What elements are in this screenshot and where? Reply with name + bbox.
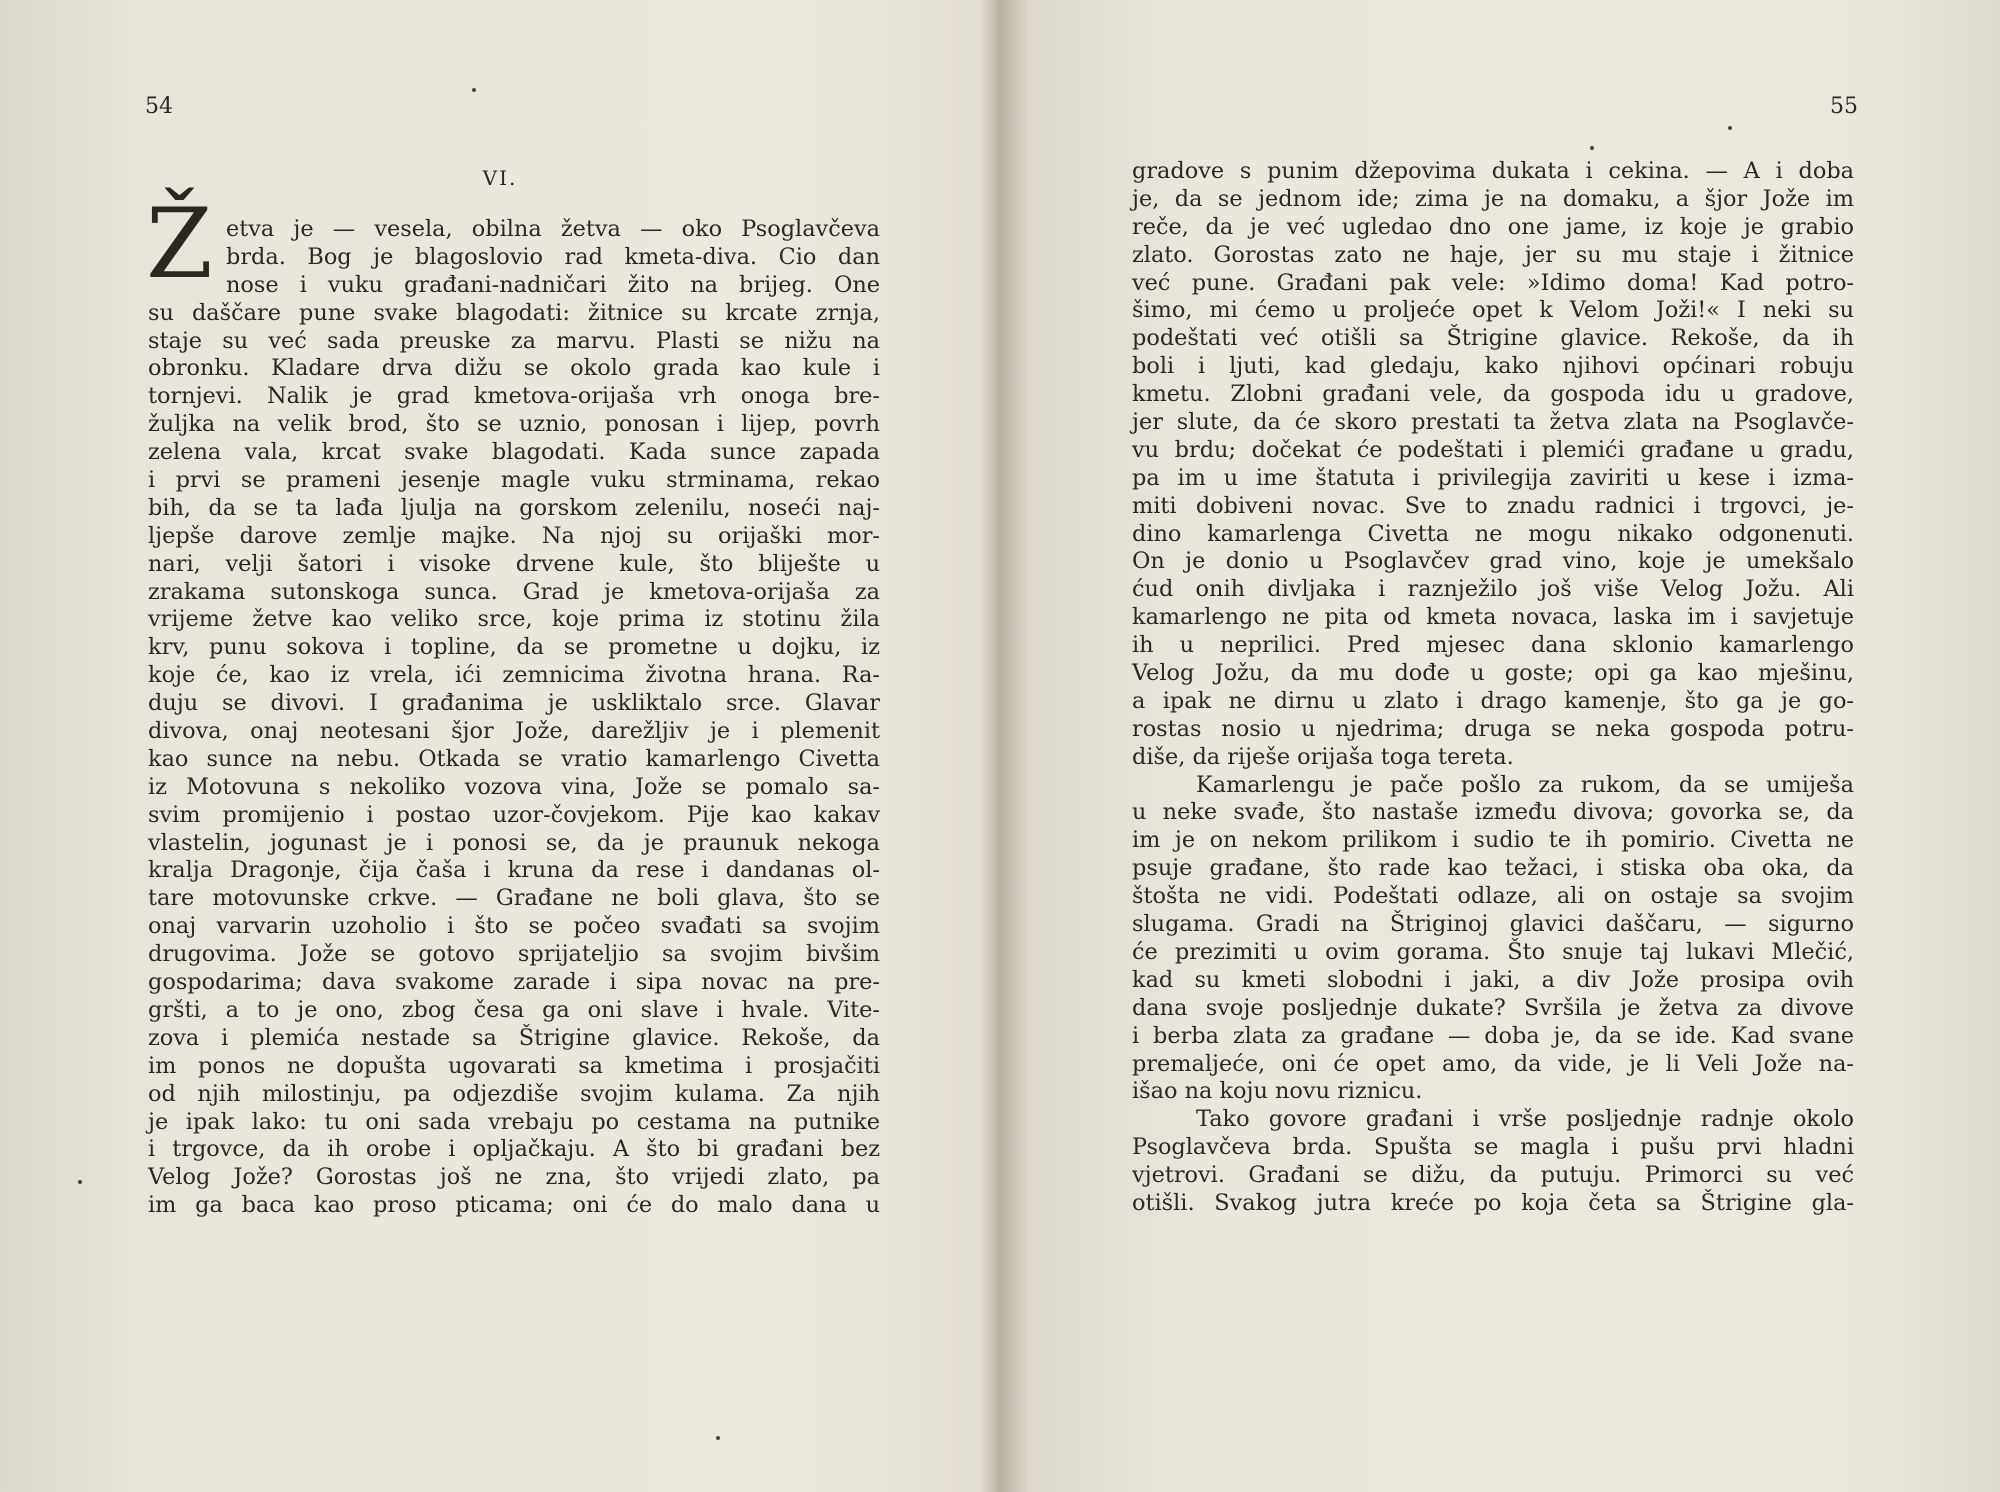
text-line: i trgovce, da ih orobe i opljačkaju. A što bi građani bez <box>148 1136 880 1163</box>
text-line: Velog Jožu, da mu dođe u goste; opi ga kao mješinu, <box>1132 660 1854 687</box>
text-line: premaljeće, oni će opet amo, da vide, je li Veli Jože na- <box>1132 1050 1854 1077</box>
text-line: miti dobiveni novac. Sve to znadu radnici i trgovci, je- <box>1132 492 1854 519</box>
paper-speck <box>1590 146 1594 150</box>
text-line: Kamarlengu je pače pošlo za rukom, da se umiješa <box>1196 771 1854 798</box>
text-line: reče, da je već ugledao dno one jame, iz koje je grabio <box>1132 213 1854 240</box>
text-line: drugovima. Jože se gotovo sprijateljio sa svojim bivšim <box>148 941 880 968</box>
text-line: diše, da riješe orijaša toga tereta. <box>1132 743 1514 770</box>
text-line: pa im u ime štatuta i privilegija zaviriti u kese i izma- <box>1132 464 1854 491</box>
text-line: svim promijenio i postao uzor-čovjekom. Pije kao kakav <box>148 801 880 828</box>
text-line: štošta ne vidi. Podeštati odlaze, ali on ostaje sa svojim <box>1132 883 1854 910</box>
text-line: koje će, kao iz vrela, ići zemnicima životna hrana. Ra- <box>148 662 880 689</box>
right-page-text <box>1132 158 1854 1218</box>
text-line: dino kamarlenga Civetta ne mogu nikako odgonenuti. <box>1132 520 1854 547</box>
text-line: zlato. Gorostas zato ne haje, jer su mu staje i žitnice <box>1132 241 1854 268</box>
text-line: gradove s punim džepovima dukata i cekina. — A i doba <box>1132 158 1854 184</box>
text-line: tare motovunske crkve. — Građane ne boli glava, što se <box>148 885 880 912</box>
text-line: već pune. Građani pak vele: »Idimo doma! Kad potro- <box>1132 269 1854 296</box>
text-line: podeštati već otišli sa Štrigine glavice. Rekoše, da ih <box>1132 325 1854 352</box>
text-line: divova, onaj neotesani šjor Jože, darežljiv je i plemenit <box>148 718 880 745</box>
text-line: kmetu. Zlobni građani vele, da gospoda idu u gradove, <box>1132 381 1854 408</box>
text-line: vlastelin, jogunast je i ponosi se, da je praunuk nekoga <box>148 829 880 856</box>
paper-speck <box>1728 126 1732 130</box>
text-line: otišli. Svakog jutra kreće po koja četa sa Štrigine gla- <box>1132 1189 1854 1216</box>
text-line: nose i vuku građani-nadničari žito na brijeg. One <box>226 271 880 298</box>
text-line: duju se divovi. I građanima je uskliktalo srce. Glavar <box>148 690 880 717</box>
text-line: kamarlengo ne pita od kmeta novaca, laska im i savjetuje <box>1132 604 1854 631</box>
text-line: od njih milostinju, pa odjezdiše svojim kulama. Za njih <box>148 1080 880 1107</box>
text-line: psuje građane, što rade kao težaci, i stiska oba oka, da <box>1132 855 1854 882</box>
text-line: ih u neprilici. Pred mjesec dana sklonio kamarlengo <box>1132 632 1854 659</box>
text-line: i berba zlata za građane — doba je, da se ide. Kad svane <box>1132 1022 1854 1049</box>
text-line: u neke svađe, što nastaše između divova; govorka se, da <box>1132 799 1854 826</box>
text-line: On je donio u Psoglavčev grad vino, koje je umekšalo <box>1132 548 1854 575</box>
text-line: iz Motovuna s nekoliko vozova vina, Jože se pomalo sa- <box>148 773 880 800</box>
text-line: obronku. Kladare drva dižu se okolo grada kao kule i <box>148 355 880 382</box>
text-line: im ga baca kao proso pticama; oni će do malo dana u <box>148 1192 880 1219</box>
text-line: etva je — vesela, obilna žetva — oko Psoglavčeva <box>226 216 880 242</box>
text-line: gospodarima; dava svakome zarade i sipa novac na pre- <box>148 969 880 996</box>
text-line: jer slute, da će skoro prestati ta žetva zlata na Psoglavče- <box>1132 409 1854 436</box>
text-line: kao sunce na nebu. Otkada se vratio kamarlengo Civetta <box>148 745 880 772</box>
text-line: slugama. Gradi na Štriginoj glavici daščaru, — sigurno <box>1132 911 1854 938</box>
text-line: tornjevi. Nalik je grad kmetova-orijaša vrh onoga bre- <box>148 383 880 410</box>
text-line: nari, velji šatori i visoke drvene kule, što bliješte u <box>148 550 880 577</box>
text-line: zova i plemića nestade sa Štrigine glavice. Rekoše, da <box>148 1024 880 1051</box>
text-line: onaj varvarin uzoholio i što se počeo svađati sa svojim <box>148 913 880 940</box>
text-line: išao na koju novu riznicu. <box>1132 1078 1423 1105</box>
text-line: šimo, mi ćemo u proljeće opet k Velom Joži!« I neki su <box>1132 297 1854 324</box>
text-line: krv, punu sokova i topline, da se prometne u dojku, iz <box>148 634 880 661</box>
text-line: je ipak lako: tu oni sada vrebaju po cestama na putnike <box>148 1108 880 1135</box>
text-line: vrijeme žetve kao veliko srce, koje prima iz stotinu žila <box>148 606 880 633</box>
left-page-text <box>148 216 880 1220</box>
text-line: vjetrovi. Građani se dižu, da putuju. Primorci su već <box>1132 1162 1854 1189</box>
text-line: Velog Jože? Gorostas još ne zna, što vrijedi zlato, pa <box>148 1164 880 1191</box>
text-line: zelena vala, krcat svake blagodati. Kada sunce zapada <box>148 439 880 466</box>
text-line: brda. Bog je blagoslovio rad kmeta-diva. Cio dan <box>226 243 880 270</box>
text-line: boli i ljuti, kad gledaju, kako njihovi općinari robuju <box>1132 353 1854 380</box>
chapter-heading: VI. <box>482 166 518 190</box>
text-line: im ponos ne dopušta ugovarati sa kmetima i prosjačiti <box>148 1052 880 1079</box>
paper-speck <box>472 88 476 92</box>
text-line: su daščare pune svake blagodati: žitnice su krcate zrnja, <box>148 299 880 326</box>
text-line: a ipak ne dirnu u zlato i drago kamenje, što ga je go- <box>1132 687 1854 714</box>
text-line: bih, da se ta lađa ljulja na gorskom zelenilu, noseći naj- <box>148 494 880 521</box>
text-line: žuljka na velik brod, što se uznio, ponosan i lijep, povrh <box>148 411 880 438</box>
text-line: rostas nosio u njedrima; druga se neka gospoda potru- <box>1132 715 1854 742</box>
text-line: će prezimiti u ovim gorama. Što snuje taj lukavi Mlečić, <box>1132 938 1854 965</box>
right-page <box>1000 0 2000 1492</box>
text-line: gršti, a to je ono, zbog česa ga oni slave i hvale. Vite- <box>148 996 880 1023</box>
text-line: i prvi se prameni jesenje magle vuku strminama, rekao <box>148 467 880 494</box>
text-line: kralja Dragonje, čija čaša i kruna da rese i dandanas ol- <box>148 857 880 884</box>
drop-cap: Ž <box>146 188 213 300</box>
text-line: vu brdu; dočekat će podeštati i plemići građane u gradu, <box>1132 436 1854 463</box>
text-line: ljepše darove zemlje majke. Na njoj su orijaški mor- <box>148 522 880 549</box>
text-line: dana svoje posljednje dukate? Svršila je žetva za divove <box>1132 994 1854 1021</box>
paper-speck <box>78 1180 82 1184</box>
text-line: im je on nekom prilikom i sudio te ih pomirio. Civetta ne <box>1132 827 1854 854</box>
page-number: 55 <box>1830 94 1858 119</box>
text-line: staje su već sada preuske za marvu. Plasti se nižu na <box>148 327 880 354</box>
text-line: zrakama sutonskoga sunca. Grad je kmetova-orijaša za <box>148 578 880 605</box>
text-line: je, da se jednom ide; zima je na domaku, a šjor Jože im <box>1132 185 1854 212</box>
text-line: ćud onih divljaka i raznježilo još više Velog Jožu. Ali <box>1132 576 1854 603</box>
text-line: Psoglavčeva brda. Spušta se magla i pušu prvi hladni <box>1132 1134 1854 1161</box>
paper-speck <box>716 1436 720 1440</box>
text-line: kad su kmeti slobodni i jaki, a div Jože prosipa ovih <box>1132 966 1854 993</box>
text-line: Tako govore građani i vrše posljednje radnje okolo <box>1196 1106 1854 1133</box>
page-number: 54 <box>145 94 173 119</box>
